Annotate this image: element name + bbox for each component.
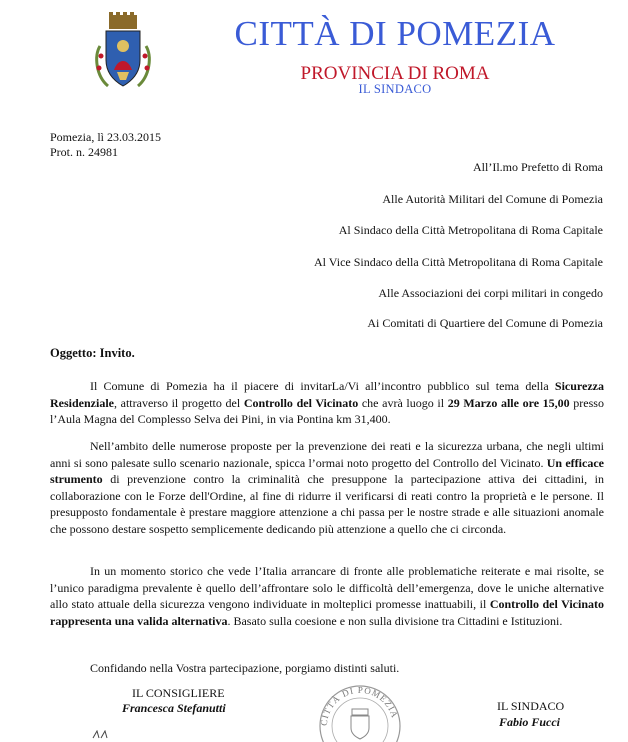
recipient-line: Alle Autorità Militari del Comune di Pomezia	[382, 192, 603, 206]
text-span: In un momento storico che vede l’Italia arrancare di fronte alle problematiche reiterate e mai risolte, se l’unico paradigma prevalente è quello dell’affrontare solo le difficoltà dell’emergenza, dove le uniche alternative allo stato attuale della sicurezza vengono individuate in molteplici promesse inattuabili, il	[50, 564, 604, 611]
city-title: CITTÀ DI POMEZIA	[234, 14, 556, 53]
recipient-line: Alle Associazioni dei corpi militari in congedo	[378, 286, 603, 300]
recipient-line: All’Il.mo Prefetto di Roma	[473, 160, 603, 174]
text-span: presso l’Aula Magna del Complesso Selva dei Pini, in via Pontina km 31,400.	[50, 395, 604, 426]
official-stamp	[315, 682, 405, 742]
recipient-line: Al Sindaco della Città Metropolitana di Roma Capitale	[338, 223, 603, 237]
subject-line: Oggetto: Invito.	[50, 346, 135, 360]
bold-span: Un efficace strumento	[50, 455, 604, 486]
text-span: Nell’ambito delle numerose proposte per la prevenzione dei reati e la sicurezza urbana, che negli ultimi anni si sono palesate sullo scenario nazionale, spicca l’ormai noto progetto del Controllo del Vicinato.	[50, 439, 604, 470]
province-title: PROVINCIA DI ROMA	[300, 63, 490, 84]
right-signatory-title: IL SINDACO	[497, 699, 565, 713]
left-signatory-title: IL CONSIGLIERE	[132, 686, 225, 700]
coat-of-arms-emblem	[92, 12, 154, 94]
text-span: . Basato sulla coesione e non sulla divisione tra Cittadini e Istituzioni.	[227, 613, 563, 628]
left-signatory-name: Francesca Stefanutti	[122, 701, 226, 715]
text-span: di prevenzione contro la criminalità che presuppone la partecipazione attiva dei cittadini, in collaborazione con le Forze dell'Ordine, al fine di ridurre il verificarsi di reati contro la proprietà e le persone. Il presupposto fondamentale è prestare maggiore attenzione a chi passa per le nostre strade e alle situazioni anomale che possono destare sospetto semplicemente dedicando più attenzione a quello che ci circonda.	[50, 472, 604, 536]
handwritten-initial	[92, 730, 116, 739]
bold-span: 29 Marzo alle ore 15,00	[447, 395, 570, 410]
recipient-line: Al Vice Sindaco della Città Metropolitana di Roma Capitale	[314, 255, 603, 269]
right-signatory-name: Fabio Fucci	[499, 715, 561, 729]
bold-span: Sicurezza Residenziale	[50, 379, 604, 410]
bold-span: Controllo del Vicinato	[243, 395, 359, 410]
letter-date: Pomezia, lì 23.03.2015	[50, 130, 161, 144]
paragraph-project	[50, 438, 604, 537]
office-subtitle: IL SINDACO	[358, 82, 432, 96]
text-span: Il Comune di Pomezia ha il piacere di invitarLa/Vi all’incontro pubblico sul tema della	[90, 379, 555, 393]
closing-salutation: Confidando nella Vostra partecipazione, porgiamo distinti saluti.	[90, 661, 400, 675]
text-span: che avrà luogo il	[358, 395, 448, 410]
paragraph-invitation	[50, 378, 604, 428]
paragraph-context	[50, 563, 604, 629]
svg-text:CITTÀ DI POMEZIA	[319, 685, 400, 726]
protocol-number: Prot. n. 24981	[50, 145, 119, 159]
stamp-text: CITTÀ DI POMEZIA	[318, 684, 401, 727]
bold-span: Controllo del Vicinato rappresenta una valida alternativa	[50, 597, 604, 628]
recipient-line: Ai Comitati di Quartiere del Comune di Pomezia	[367, 316, 603, 330]
text-span: , attraverso il progetto del	[114, 395, 244, 410]
